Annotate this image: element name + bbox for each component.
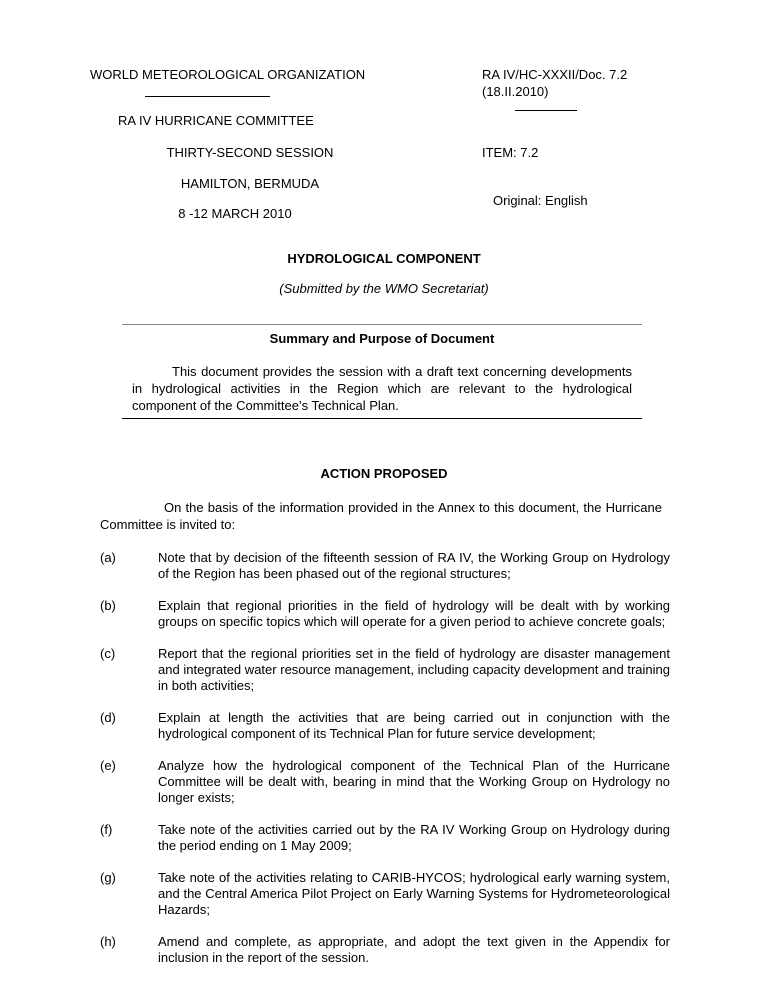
document-title: HYDROLOGICAL COMPONENT	[287, 251, 481, 266]
item-text: Explain that regional priorities in the field of hydrology will be dealt with by working groups on specific topics which will operate for a given period to achieve concrete goals;	[158, 598, 670, 629]
session-name: THIRTY-SECOND SESSION	[166, 145, 334, 160]
summary-heading: Summary and Purpose of Document	[269, 331, 495, 346]
action-list	[100, 550, 670, 982]
item-text: Analyze how the hydrological component of the Technical Plan of the Hurricane Committee will be dealt with, bearing in mind that the Working Group on Hydrology no longer exists;	[158, 758, 670, 805]
action-intro: On the basis of the information provided in the Annex to this document, the Hurricane Committee is invited to:	[100, 500, 662, 532]
action-item	[100, 598, 670, 630]
item-label: (g)	[100, 870, 116, 885]
action-item	[100, 550, 670, 582]
org-underline	[145, 96, 270, 97]
document-reference: RA IV/HC-XXXII/Doc. 7.2	[482, 67, 628, 82]
item-label: (b)	[100, 598, 116, 613]
session-dates: 8 -12 MARCH 2010	[178, 206, 292, 221]
action-item	[100, 870, 670, 918]
document-date: (18.II.2010)	[482, 84, 549, 99]
action-item	[100, 710, 670, 742]
session-location: HAMILTON, BERMUDA	[180, 176, 320, 191]
action-item	[100, 646, 670, 694]
action-heading: ACTION PROPOSED	[320, 466, 448, 481]
item-text: Report that the regional priorities set in the field of hydrology are disaster management and integrated water resource management, including capacity development and training in both activities;	[158, 646, 670, 693]
summary-text: This document provides the session with a draft text concerning developments in hydrological activities in the Region which are relevant to the hydrological component of the Committee’s Technical Plan.	[132, 364, 632, 413]
org-name: WORLD METEOROLOGICAL ORGANIZATION	[90, 67, 366, 82]
summary-box	[122, 324, 642, 419]
item-text: Take note of the activities carried out by the RA IV Working Group on Hydrology during the period ending on 1 May 2009;	[158, 822, 670, 853]
action-item	[100, 934, 670, 966]
item-label: (e)	[100, 758, 116, 773]
agenda-item: ITEM: 7.2	[482, 145, 539, 160]
ref-underline	[515, 110, 577, 111]
item-text: Note that by decision of the fifteenth session of RA IV, the Working Group on Hydrology of the Region has been phased out of the regional structures;	[158, 550, 670, 581]
action-item	[100, 822, 670, 854]
item-label: (d)	[100, 710, 116, 725]
action-item	[100, 758, 670, 806]
item-text: Amend and complete, as appropriate, and adopt the text given in the Appendix for inclusion in the report of the session.	[158, 934, 670, 965]
item-label: (a)	[100, 550, 116, 565]
item-label: (c)	[100, 646, 116, 661]
item-label: (h)	[100, 934, 116, 949]
submitted-by: (Submitted by the WMO Secretariat)	[279, 281, 489, 296]
item-text: Take note of the activities relating to CARIB-HYCOS; hydrological early warning system, and the Central America Pilot Project on Early Warning Systems for Hydrometeorological Hazards;	[158, 870, 670, 917]
item-text: Explain at length the activities that are being carried out in conjunction with the hydrological component of its Technical Plan for future service development;	[158, 710, 670, 741]
committee-name: RA IV HURRICANE COMMITTEE	[118, 113, 314, 128]
original-language: Original: English	[493, 193, 588, 208]
item-label: (f)	[100, 822, 113, 837]
